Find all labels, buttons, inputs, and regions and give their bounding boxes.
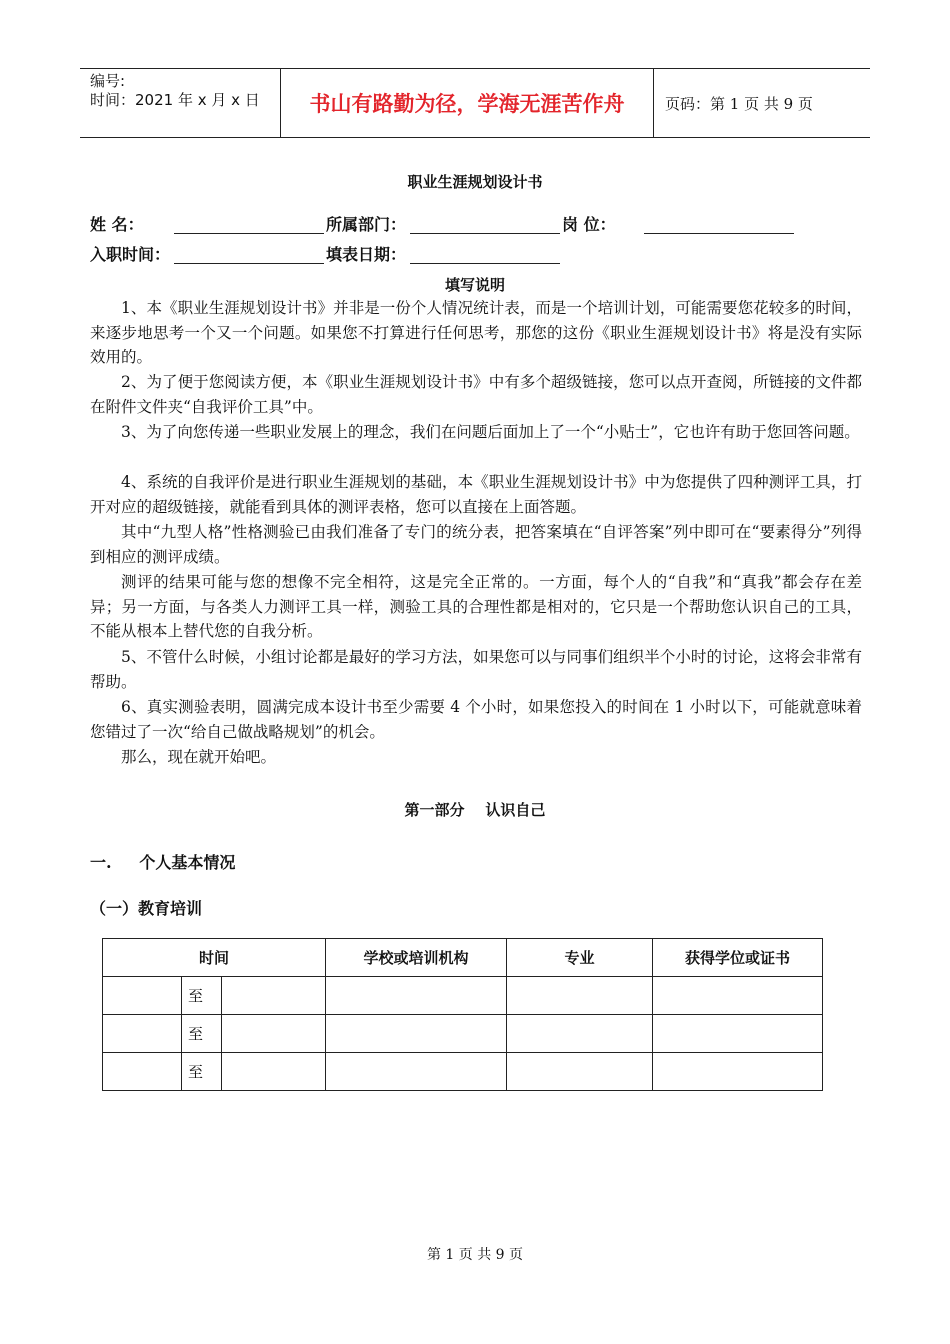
instruction-paragraph: 那么，现在就开始吧。: [121, 748, 277, 766]
to-label: 至: [182, 1015, 222, 1053]
position-field[interactable]: [644, 233, 794, 234]
table-row: [103, 1053, 823, 1091]
document-time-label: 时间：2021 年 x 月 x 日: [90, 91, 260, 109]
degree-cell[interactable]: [653, 977, 823, 1015]
instruction-paragraph: 1、本《职业生涯规划设计书》并非是一份个人情况统计表，而是一个培训计划，可能需要您花较多的时间，来逐步地思考一个又一个问题。如果您不打算进行任何思考，那您的这份《职业生涯规划设计书》将是没有实际效用的。: [90, 299, 862, 366]
table-row: [103, 977, 823, 1015]
dept-field[interactable]: [410, 233, 560, 234]
instruction-paragraph: 测评的结果可能与您的想像不完全相符，这是完全正常的。一方面，每个人的“自我”和“真我”都会存在差异；另一方面，与各类人力测评工具一样，测验工具的合理性都是相对的，它只是一个帮助您认识自己的工具，不能从根本上替代您的自我分析。: [90, 573, 862, 640]
school-cell[interactable]: [326, 1015, 507, 1053]
header-motto: 书山有路勤为径，学海无涯苦作舟: [309, 91, 625, 116]
start-date-cell[interactable]: [103, 977, 182, 1015]
instruction-paragraph: 3、为了向您传递一些职业发展上的理念，我们在问题后面加上了一个“小贴士”，它也许有助于您回答问题。: [121, 423, 860, 441]
instructions-title: 填写说明: [444, 276, 505, 294]
heading-education: （一）教育培训: [90, 899, 203, 918]
to-label: 至: [182, 1053, 222, 1091]
header-time: 时间: [103, 939, 326, 977]
name-field[interactable]: [174, 233, 324, 234]
header-degree: 获得学位或证书: [653, 939, 823, 977]
instruction-paragraph: 4、系统的自我评价是进行职业生涯规划的基础，本《职业生涯规划设计书》中为您提供了四种测评工具，打开对应的超级链接，就能看到具体的测评表格，您可以直接在上面答题。: [90, 473, 862, 516]
instruction-paragraph: 5、不管什么时候，小组讨论都是最好的学习方法，如果您可以与同事们组织半个小时的讨论，这将会非常有帮助。: [90, 648, 862, 691]
document-title: 职业生涯规划设计书: [407, 173, 543, 191]
school-cell[interactable]: [326, 1053, 507, 1091]
end-date-cell[interactable]: [222, 1015, 326, 1053]
education-table: [102, 938, 823, 1091]
header-page-number: 页码：第 1 页 共 9 页: [665, 95, 813, 113]
name-label: 姓 名：: [90, 215, 144, 234]
heading-personal-info: 一. 个人基本情况: [90, 853, 236, 872]
header-page-cell: [655, 69, 870, 137]
start-date-cell[interactable]: [103, 1015, 182, 1053]
end-date-cell[interactable]: [222, 977, 326, 1015]
header-major: 专业: [507, 939, 653, 977]
instruction-paragraph: 其中“九型人格”性格测验已由我们准备了专门的统分表，把答案填在“自评答案”列中即可在“要素得分”列得到相应的测评成绩。: [90, 523, 862, 566]
table-row: [103, 1015, 823, 1053]
header-motto-cell: [280, 69, 654, 137]
fill-date-label: 填表日期：: [326, 245, 407, 264]
major-cell[interactable]: [507, 1053, 653, 1091]
position-label: 岗 位：: [562, 215, 616, 234]
form-row-2: [90, 245, 810, 267]
header-school: 学校或培训机构: [326, 939, 507, 977]
start-date-cell[interactable]: [103, 1053, 182, 1091]
to-label: 至: [182, 977, 222, 1015]
section-title: 第一部分 认识自己: [404, 801, 546, 819]
form-row-1: [90, 215, 810, 237]
degree-cell[interactable]: [653, 1015, 823, 1053]
document-number-label: 编号:: [90, 72, 126, 90]
school-cell[interactable]: [326, 977, 507, 1015]
header-meta-cell: [80, 69, 280, 137]
major-cell[interactable]: [507, 977, 653, 1015]
degree-cell[interactable]: [653, 1053, 823, 1091]
dept-label: 所属部门：: [326, 215, 407, 234]
major-cell[interactable]: [507, 1015, 653, 1053]
join-date-field[interactable]: [174, 263, 324, 264]
page-footer: 第 1 页 共 9 页: [426, 1247, 524, 1263]
instruction-paragraph: 6、真实测验表明，圆满完成本设计书至少需要 4 个小时，如果您投入的时间在 1 小时以下，可能就意味着您错过了一次“给自己做战略规划”的机会。: [90, 698, 862, 741]
instruction-paragraph: 2、为了便于您阅读方便，本《职业生涯规划设计书》中有多个超级链接，您可以点开查阅，所链接的文件都在附件文件夹“自我评价工具”中。: [90, 373, 862, 416]
fill-date-field[interactable]: [410, 263, 560, 264]
table-header-row: [103, 939, 823, 977]
join-date-label: 入职时间：: [90, 245, 171, 264]
page-header: [80, 68, 870, 138]
end-date-cell[interactable]: [222, 1053, 326, 1091]
